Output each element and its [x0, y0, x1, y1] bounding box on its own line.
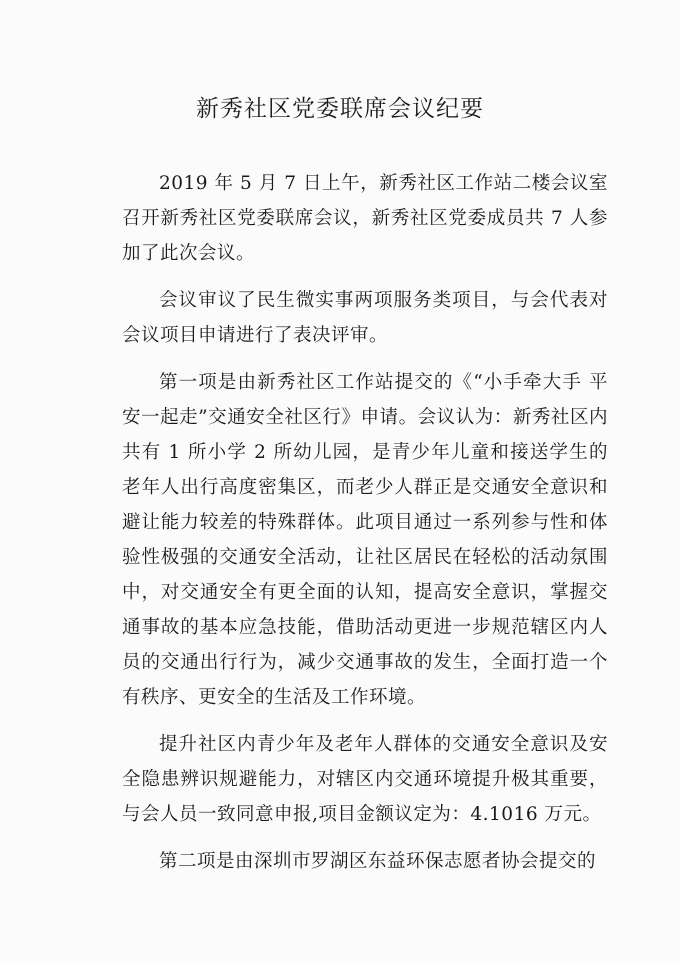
paragraph-item-one-decision: 提升社区内青少年及老年人群体的交通安全意识及安全隐患辨识规避能力，对辖区内交通环境提升极其重要，与会人员一致同意申报,项目金额议定为：4.1016 万元。: [122, 734, 608, 825]
paragraph-item-one: 第一项是由新秀社区工作站提交的《“小手牵大手 平安一起走”交通安全社区行》申请。会议认为：新秀社区内共有 1 所小学 2 所幼儿园，是青少年儿童和接送学生的老年人出行高度密集区，而老少人群正是交通安全意识和避让能力较差的特殊群体。此项目通过一系列参与性和体验性极强的交通安全活动，让社区居民在轻松的活动氛围中，对交通安全有更全面的认知，提高安全意识，掌握交通事故的基本应急技能，借助活动更进一步规范辖区内人员的交通出行行为，减少交通事故的发生，全面打造一个有秩序、更安全的生活及工作环境。: [122, 372, 608, 708]
document-title: 新秀社区党委联席会议纪要: [196, 96, 484, 122]
paragraph-meeting-info: 2019 年 5 月 7 日上午，新秀社区工作站二楼会议室召开新秀社区党委联席会议，新秀社区党委成员共 7 人参加了此次会议。: [122, 173, 608, 264]
paragraph-review-summary: 会议审议了民生微实事两项服务类项目，与会代表对会议项目申请进行了表决评审。: [122, 290, 608, 346]
paragraph-item-two: 第二项是由深圳市罗湖区东益环保志愿者协会提交的: [159, 851, 597, 872]
document-body: [122, 166, 608, 879]
